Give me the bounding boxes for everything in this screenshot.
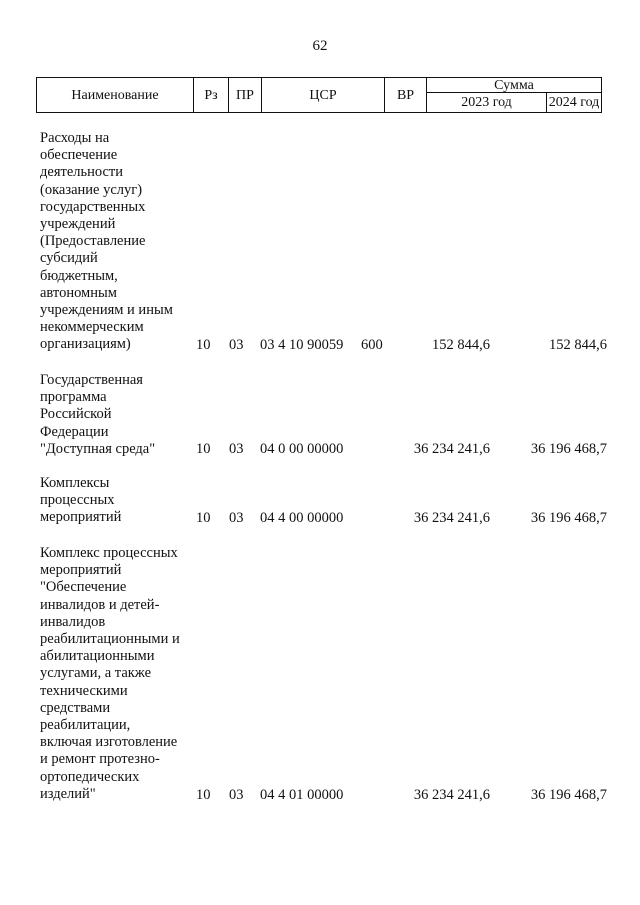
row-vr: 600 (361, 337, 383, 353)
row-value-2024: 36 196 468,7 (530, 510, 607, 526)
header-2024-label: 2024 год (548, 95, 600, 110)
header-csr-label: ЦСР (309, 87, 337, 103)
row-csr: 04 0 00 00000 (260, 441, 344, 457)
row-name: Комплексы процессных мероприятий (40, 475, 122, 526)
header-sum (427, 78, 601, 93)
table-header (36, 77, 602, 113)
row-value-2023: 152 844,6 (432, 337, 490, 353)
header-2024 (547, 93, 601, 112)
row-csr: 03 4 10 90059 (260, 337, 344, 353)
row-rz: 10 (196, 441, 211, 457)
header-name (37, 78, 194, 112)
header-2023-label: 2023 год (461, 95, 512, 110)
row-value-2024: 152 844,6 (549, 337, 607, 353)
row-value-2023: 36 234 241,6 (413, 510, 490, 526)
row-name: Государственная программа Российской Федерации "Доступная среда" (40, 372, 156, 457)
row-value-2024: 36 196 468,7 (530, 441, 607, 457)
row-pr: 03 (229, 787, 244, 803)
header-name-label: Наименование (71, 87, 159, 103)
header-csr (262, 78, 385, 112)
row-pr: 03 (229, 510, 244, 526)
row-csr: 04 4 01 00000 (260, 787, 344, 803)
row-value-2024: 36 196 468,7 (530, 787, 607, 803)
header-vr-label: ВР (396, 87, 415, 103)
header-pr-label: ПР (236, 87, 254, 103)
row-pr: 03 (229, 337, 244, 353)
header-vr (385, 78, 427, 112)
row-name: Расходы на обеспечение деятельности (оказание услуг) государственных учреждений (Предоставление субсидий бюджетным, автономным учреждениям и иным некоммерческим организациям) (40, 130, 173, 353)
row-rz: 10 (196, 337, 211, 353)
header-rz (194, 78, 229, 112)
header-rz-label: Рз (204, 87, 218, 103)
row-name: Комплекс процессных мероприятий "Обеспечение инвалидов и детей- инвалидов реабилитационными и абилитационными услугами, а также техническими средствами реабилитации, включая изготовление и ремонт протезно- ортопедических изделий" (40, 545, 180, 802)
header-2023 (427, 93, 547, 112)
row-value-2023: 36 234 241,6 (413, 441, 490, 457)
row-csr: 04 4 00 00000 (260, 510, 344, 526)
row-rz: 10 (196, 787, 211, 803)
row-value-2023: 36 234 241,6 (413, 787, 490, 803)
row-pr: 03 (229, 441, 244, 457)
header-sum-label: Сумма (494, 77, 534, 93)
row-rz: 10 (196, 510, 211, 526)
page-number: 62 (312, 38, 328, 54)
header-pr (229, 78, 262, 112)
